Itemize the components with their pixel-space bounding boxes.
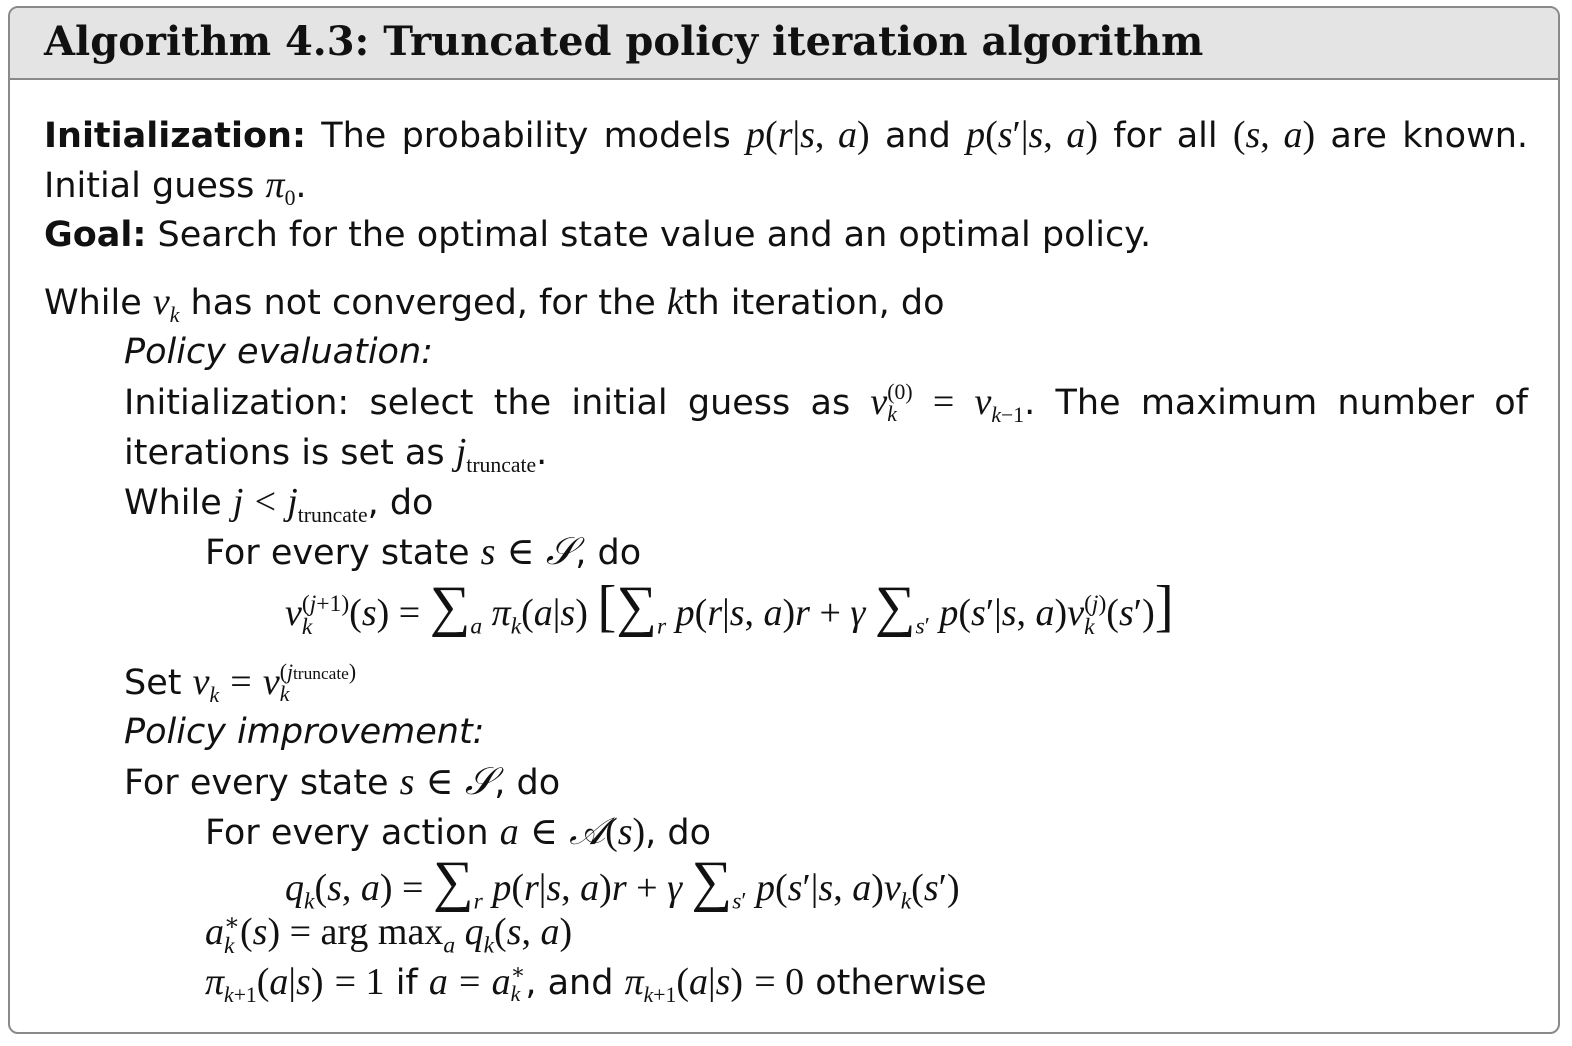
policy-update-line: $\pi_{k+1}(a|s) = 1$ if a = a ∗ k , and $\pi_{k+1}(a|s) = 0$ otherwise — [205, 960, 987, 1007]
goal-label: Goal: — [44, 215, 147, 255]
pe-initialization-line: Initialization: select the initial guess as v (0) k = $v_{k-1}$. The maximum number of — [124, 380, 1528, 427]
initialization-label: Initialization: — [44, 116, 306, 156]
algorithm-body — [10, 80, 1558, 1030]
algorithm-box — [8, 6, 1560, 1034]
policy-improvement-label: Policy improvement: — [124, 712, 485, 752]
q-value-equation: $q_k(s$, $a) = \sum_r$ p(r|s, a)r + γ $\sum_{s'}$ p(s′|s, $a)v_k(s')$ — [285, 850, 960, 915]
goal-line — [44, 210, 1151, 260]
inner-while-line: While $j < j_{truncate}$, do — [124, 481, 434, 527]
initial-guess-line: Initial guess $\pi_0$. — [44, 164, 307, 210]
initialization-line: Initialization: The probability models p(r|s, a) and p(s′|s, a) for all (s, a) are known. — [44, 114, 1529, 156]
algorithm-title: Algorithm 4.3: Truncated policy iteration algorithm — [10, 8, 1558, 80]
outer-while-line: While $v_k$ has not converged, for the kth iteration, do — [44, 281, 945, 327]
for-every-state-line-2: For every state s ∈ 𝒮, do — [124, 761, 561, 803]
set-vk-line: Set $v_k = v$ (jtruncate) k — [124, 660, 357, 707]
for-every-action-line: For every action a ∈ 𝒜(s), do — [205, 811, 712, 853]
pe-iterations-line: iterations is set as $j_{truncate}$. — [124, 431, 548, 477]
for-every-state-line-1: For every state s ∈ 𝒮, do — [205, 531, 642, 573]
policy-evaluation-label: Policy evaluation: — [124, 332, 433, 372]
goal-text: Search for the optimal state value and an optimal policy. — [157, 215, 1152, 255]
value-update-equation: v (j+1) k $(s) = \sum_a$ $\pi_k(a|s)$ [$\sum_r$ p(r|s, a)r + γ $\sum_{s'}$ p(s′|s, a)v (j) k (s′)] — [285, 575, 1174, 641]
greedy-action-equation: a ∗ k (s) = arg $\max_a q_k(s$, a) — [205, 909, 573, 960]
